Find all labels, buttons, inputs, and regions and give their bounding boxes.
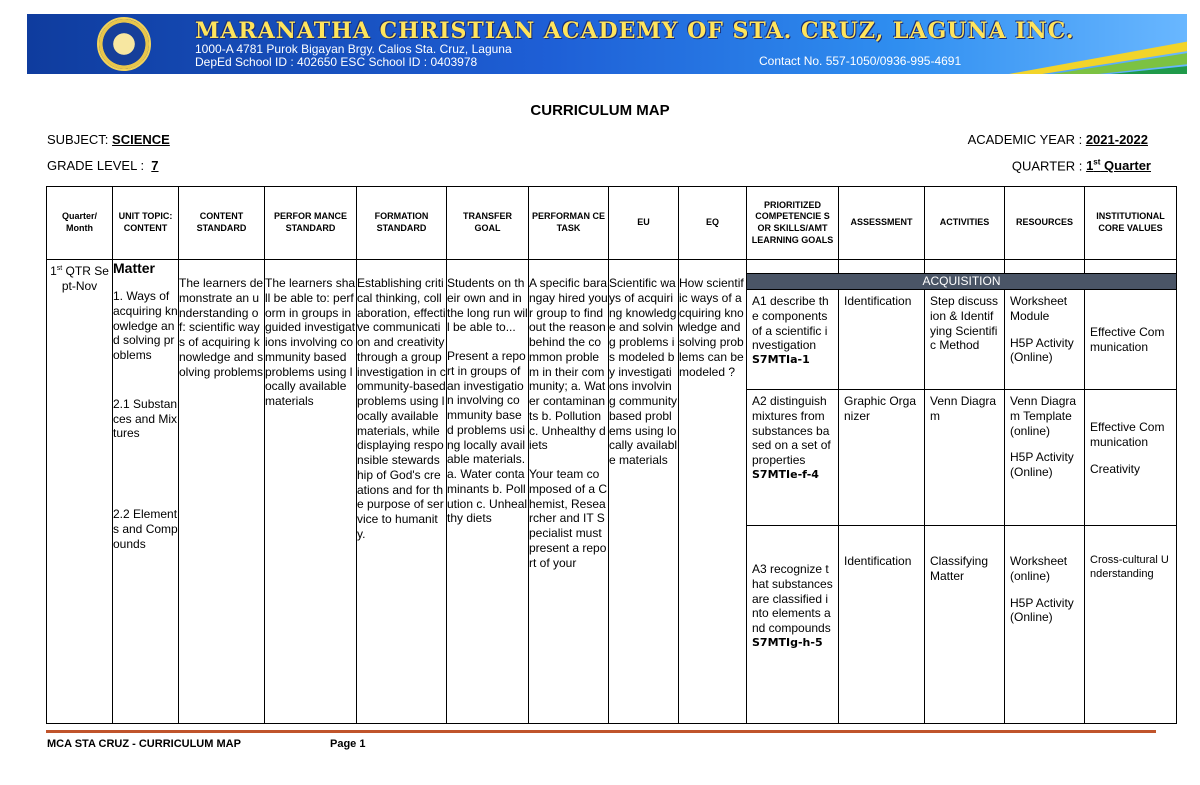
transfer-goal-cell: Students on their own and in the long run will be able to... Present a report in groups of an investigation involving community based problems using locally available materials. a. Water contaminants b. Pollution c. Unhealthy diets: [447, 260, 529, 724]
assessment-cell: Graphic Organizer: [839, 390, 925, 526]
topic-item: 2.1 Substances and Mixtures: [113, 396, 178, 441]
resources-cell: Worksheet (online) H5P Activity (Online): [1005, 526, 1085, 724]
topic-item: 2.2 Elements and Compounds: [113, 507, 178, 551]
subject-field: [47, 132, 170, 147]
table-header-row: [47, 187, 1177, 260]
competency-cell: A1 describe the components of a scientific investigation S7MTIa-1: [747, 290, 839, 390]
quarter-value: 1st Quarter: [1086, 158, 1151, 174]
resources-cell: Worksheet Module H5P Activity (Online): [1005, 290, 1085, 390]
header-eu: EU: [609, 187, 679, 260]
performance-task-cell: A specific barangay hired your group to find out the reason behind the common problem in their community; a. Water contaminants b. Pollution c. Unhealthy diets Your team composed of a Chemist, Researcher and IT Specialist must present a report of your: [529, 260, 609, 724]
core-values-cell: Cross-cultural Understanding: [1085, 526, 1177, 724]
header-performance-standard: PERFOR MANCE STANDARD: [265, 187, 357, 260]
footer-document-name: MCA STA CRUZ - CURRICULUM MAP: [47, 738, 241, 750]
assessment-cell: Identification: [839, 290, 925, 390]
activities-cell: Venn Diagram: [925, 390, 1005, 526]
subject-label: SUBJECT:: [47, 132, 109, 147]
competency-cell: A3 recognize that substances are classified into elements and compounds S7MTIg-h-5: [747, 526, 839, 724]
curriculum-map-table: [46, 186, 1177, 724]
assessment-cell: Identification: [839, 526, 925, 724]
school-name: MARANATHA CHRISTIAN ACADEMY OF STA. CRUZ, LAGUNA INC.: [195, 18, 1075, 44]
content-standard-cell: The learners demonstrate an understanding of: scientific ways of acquiring knowledge and solving problems: [179, 260, 265, 724]
subject-value: SCIENCE: [112, 132, 170, 147]
school-ids: DepEd School ID : 402650 ESC School ID : 0403978: [195, 55, 478, 69]
core-values-cell: Effective Communication: [1085, 290, 1177, 390]
unit-topic-cell: [113, 260, 179, 724]
header-assessment: ASSESSMENT: [839, 187, 925, 260]
grade-level-value: 7: [151, 158, 159, 173]
school-seal-icon: [97, 17, 151, 71]
page-title: CURRICULUM MAP: [530, 102, 670, 119]
header-resources: RESOURCES: [1005, 187, 1085, 260]
table-row: [47, 260, 1177, 274]
header-unit-topic: UNIT TOPIC: CONTENT: [113, 187, 179, 260]
header-core-values: INSTITUTIONAL CORE VALUES: [1085, 187, 1177, 260]
performance-standard-cell: The learners shall be able to: perform in groups in guided investigations involving community based problems using locally available materials: [265, 260, 357, 724]
topic-item: 1. Ways of acquiring knowledge and solving problems: [113, 289, 178, 363]
resources-cell: Venn Diagram Template (online) H5P Activity (Online): [1005, 390, 1085, 526]
grade-level-field: [47, 158, 159, 173]
header-activities: ACTIVITIES: [925, 187, 1005, 260]
formation-standard-cell: Establishing critical thinking, collaboration, effective communication and creativity through a group investigation in community-based problems using locally available materials, while displaying responsible stewardship of God's creations and for the purpose of service to humanity.: [357, 260, 447, 724]
eq-cell: How scientific ways of acquiring knowledge and solving problems can be modeled ?: [679, 260, 747, 724]
quarter-label: QUARTER :: [1011, 158, 1083, 174]
header-quarter: Quarter/ Month: [47, 187, 113, 260]
academic-year-field: [968, 132, 1148, 147]
header-eq: EQ: [679, 187, 747, 260]
competency-cell: A2 distinguish mixtures from substances based on a set of properties S7MTIe-f-4: [747, 390, 839, 526]
header-transfer-goal: TRANSFER GOAL: [447, 187, 529, 260]
acquisition-label: ACQUISITION: [747, 274, 1177, 290]
quarter-field: [1012, 158, 1151, 173]
topic-title: Matter: [113, 260, 156, 276]
school-address: 1000-A 4781 Purok Bigayan Brgy. Calios Sta. Cruz, Laguna: [195, 42, 512, 56]
core-values-cell: Effective Communication Creativity: [1085, 390, 1177, 526]
footer-divider: [46, 730, 1156, 733]
eu-cell: Scientific ways of acquiring knowledge and solving problems is modeled by investigations involving community based problems using locally available materials: [609, 260, 679, 724]
header-content-standard: CONTENT STANDARD: [179, 187, 265, 260]
header-performance-task: PERFORMAN CE TASK: [529, 187, 609, 260]
banner-stripe-decoration: [947, 38, 1187, 74]
activities-cell: Classifying Matter: [925, 526, 1005, 724]
academic-year-value: 2021-2022: [1085, 132, 1148, 147]
header-competencies: PRIORITIZED COMPETENCIE S OR SKILLS/AMT LEARNING GOALS: [747, 187, 839, 260]
school-banner: [27, 14, 1187, 74]
footer-page-number: Page 1: [330, 738, 366, 750]
quarter-cell: 1st QTR Sept-Nov: [47, 260, 113, 724]
header-formation-standard: FORMATION STANDARD: [357, 187, 447, 260]
academic-year-label: ACADEMIC YEAR :: [967, 132, 1083, 147]
activities-cell: Step discussion & Identifying Scientific Method: [925, 290, 1005, 390]
grade-level-label: GRADE LEVEL :: [47, 158, 145, 173]
school-contact: Contact No. 557-1050/0936-995-4691: [759, 54, 962, 68]
